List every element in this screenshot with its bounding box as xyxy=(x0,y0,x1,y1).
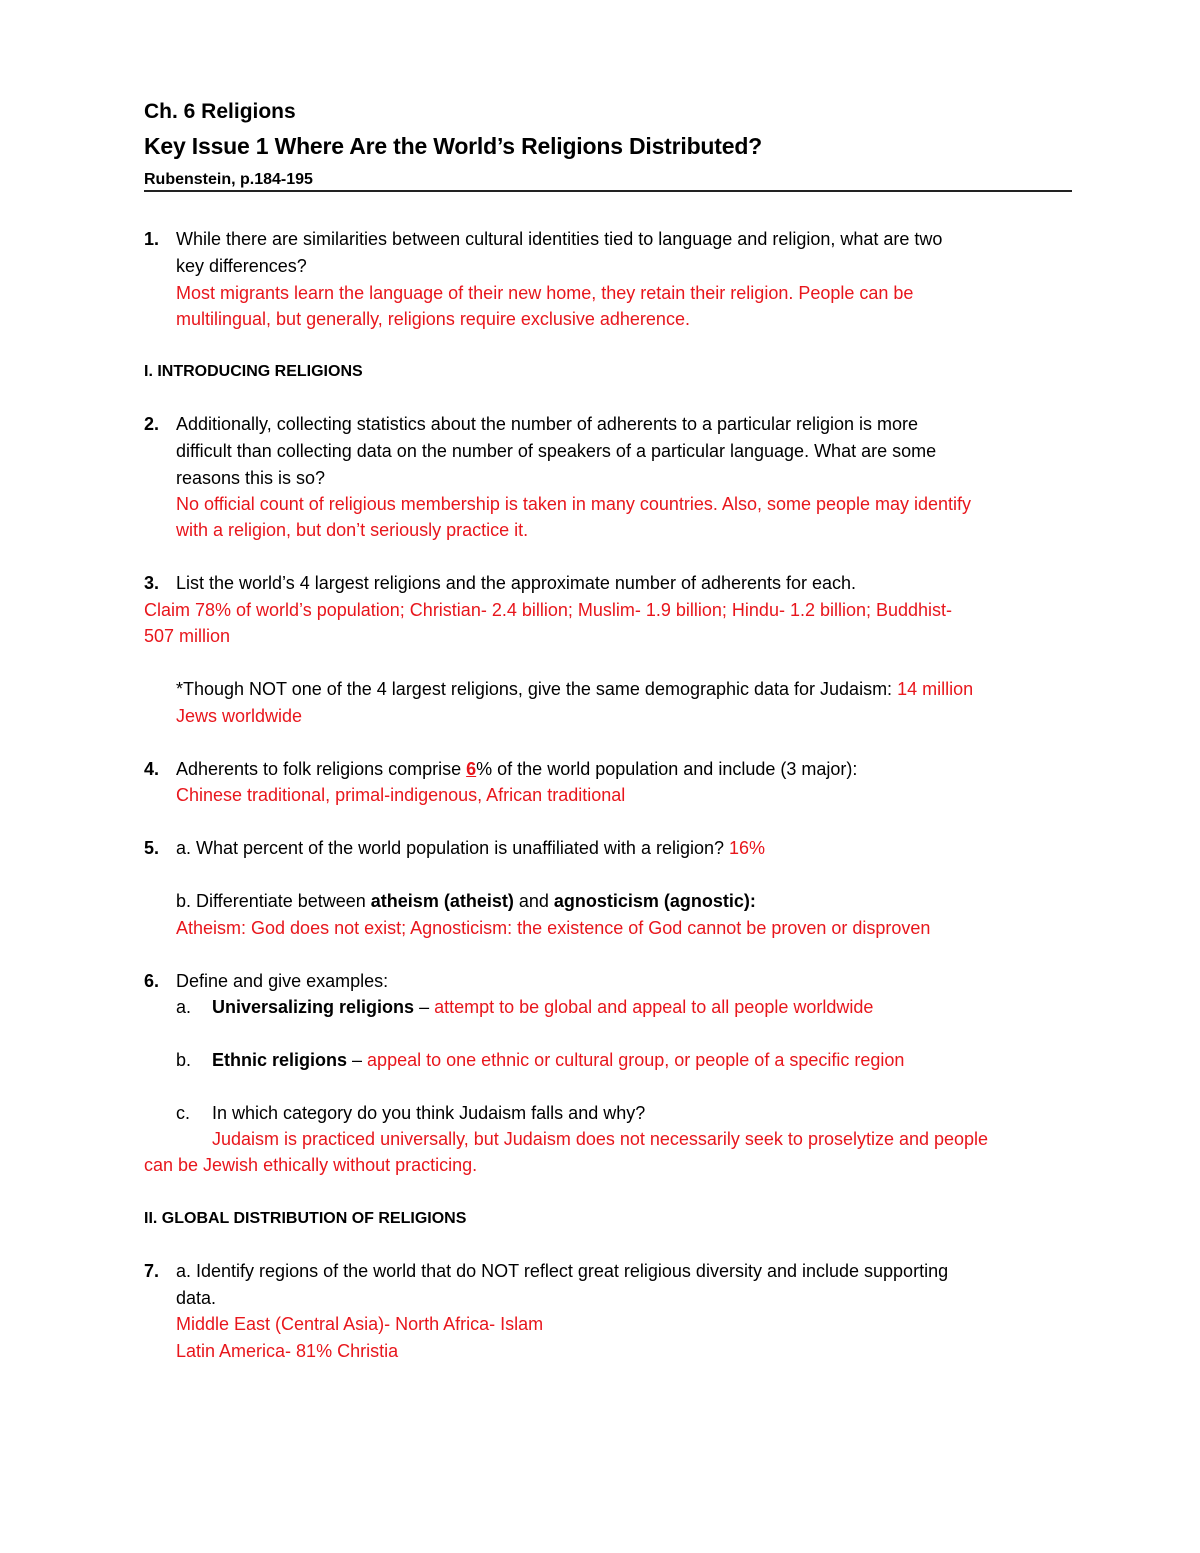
question-2-text-line3: reasons this is so? xyxy=(176,468,326,488)
answer-5a: 16% xyxy=(729,838,766,858)
question-5b-term-agnosticism: agnosticism (agnostic): xyxy=(553,891,756,911)
question-6c-letter: c. xyxy=(176,1103,191,1123)
document-title: Ch. 6 Religions xyxy=(144,100,296,123)
question-6b-dash: – xyxy=(347,1050,368,1070)
answer-6b: appeal to one ethnic or cultural group, or people of a specific region xyxy=(367,1050,905,1070)
header-divider xyxy=(144,190,1072,192)
question-1-number: 1. xyxy=(144,229,160,249)
question-5b-term-atheism: atheism (atheist) xyxy=(370,891,514,911)
judaism-note-answer: 14 million xyxy=(897,679,974,699)
question-5b-and: and xyxy=(513,891,554,911)
answer-1-line2: multilingual, but generally, religions require exclusive adherence. xyxy=(176,309,690,329)
question-3-text: List the world’s 4 largest religions and the approximate number of adherents for each. xyxy=(176,573,857,593)
answer-7a-line1: Middle East (Central Asia)- North Africa- Islam xyxy=(176,1314,544,1334)
question-4-text xyxy=(176,756,857,782)
question-6a-dash: – xyxy=(414,997,435,1017)
question-3-number: 3. xyxy=(144,573,160,593)
section-1-heading: I. INTRODUCING RELIGIONS xyxy=(144,363,363,380)
question-6b xyxy=(212,1047,904,1073)
answer-3-line2: 507 million xyxy=(144,626,231,646)
question-2-number: 2. xyxy=(144,414,160,434)
answer-7a-line2: Latin America- 81% Christia xyxy=(176,1341,399,1361)
question-6a-letter: a. xyxy=(176,997,192,1017)
answer-4: Chinese traditional, primal-indigenous, African traditional xyxy=(176,785,626,805)
question-5a-text: a. What percent of the world population is unaffiliated with a religion? xyxy=(176,838,729,858)
answer-6c-line2: can be Jewish ethically without practicing. xyxy=(144,1155,478,1175)
answer-2-line1: No official count of religious membership is taken in many countries. Also, some people may identify xyxy=(176,494,972,514)
judaism-note xyxy=(176,676,973,702)
question-6b-letter: b. xyxy=(176,1050,192,1070)
judaism-note-answer-line2: Jews worldwide xyxy=(176,706,303,726)
question-1-text-line2: key differences? xyxy=(176,256,307,276)
question-2-text-line2: difficult than collecting data on the number of speakers of a particular language. What are some xyxy=(176,441,937,461)
answer-3-line1: Claim 78% of world’s population; Christian- 2.4 billion; Muslim- 1.9 billion; Hindu- 1.2 billion; Buddhist- xyxy=(144,600,953,620)
question-6a xyxy=(212,994,873,1020)
answer-6c-line1: Judaism is practiced universally, but Judaism does not necessarily seek to proselytize and people xyxy=(212,1129,989,1149)
question-6-number: 6. xyxy=(144,971,160,991)
question-4-number: 4. xyxy=(144,759,160,779)
answer-1-line1: Most migrants learn the language of their new home, they retain their religion. People can be xyxy=(176,283,914,303)
question-7-number: 7. xyxy=(144,1261,160,1281)
question-5b-prefix: b. Differentiate between xyxy=(176,891,371,911)
key-issue-heading: Key Issue 1 Where Are the World’s Religions Distributed? xyxy=(144,133,763,159)
question-6c-text: In which category do you think Judaism falls and why? xyxy=(212,1103,646,1123)
question-4-text-after: % of the world population and include (3 major): xyxy=(476,759,858,779)
question-4-blank-answer: 6 xyxy=(466,759,477,779)
section-2-heading: II. GLOBAL DISTRIBUTION OF RELIGIONS xyxy=(144,1210,467,1227)
question-6b-term: Ethnic religions xyxy=(212,1050,348,1070)
question-6-text: Define and give examples: xyxy=(176,971,389,991)
question-5b xyxy=(176,888,756,914)
question-1-text-line1: While there are similarities between cultural identities tied to language and religion, what are two xyxy=(176,229,943,249)
question-5a xyxy=(176,835,765,861)
answer-6a: attempt to be global and appeal to all people worldwide xyxy=(434,997,874,1017)
question-5-number: 5. xyxy=(144,838,160,858)
question-2-text-line1: Additionally, collecting statistics about the number of adherents to a particular religion is more xyxy=(176,414,919,434)
question-4-text-before: Adherents to folk religions comprise xyxy=(176,759,467,779)
question-6a-term: Universalizing religions xyxy=(212,997,415,1017)
judaism-note-question: *Though NOT one of the 4 largest religions, give the same demographic data for Judaism: xyxy=(176,679,898,699)
source-reference: Rubenstein, p.184-195 xyxy=(144,171,313,188)
question-7a-text-line1: a. Identify regions of the world that do NOT reflect great religious diversity and include supporting xyxy=(176,1261,949,1281)
answer-5b: Atheism: God does not exist; Agnosticism: the existence of God cannot be proven or disproven xyxy=(176,918,931,938)
answer-2-line2: with a religion, but don’t seriously practice it. xyxy=(176,520,529,540)
question-7a-text-line2: data. xyxy=(176,1288,217,1308)
